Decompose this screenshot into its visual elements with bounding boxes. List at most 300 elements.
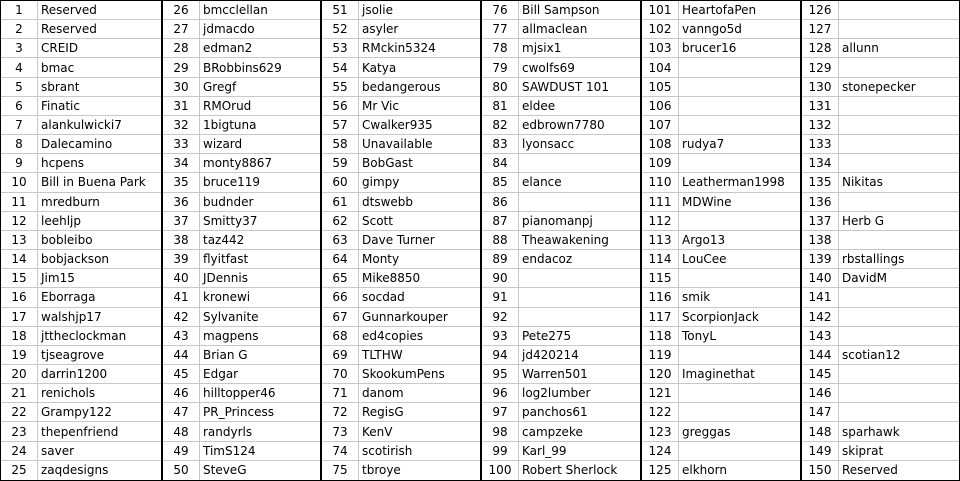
table-row bbox=[482, 403, 640, 422]
slot-number: 65 bbox=[322, 269, 359, 287]
member-name bbox=[519, 154, 640, 172]
slot-number: 19 bbox=[1, 346, 38, 364]
table-row bbox=[482, 288, 640, 307]
slot-number: 3 bbox=[1, 39, 38, 57]
member-name: SteveG bbox=[203, 463, 247, 478]
table-row bbox=[1, 422, 161, 441]
slot-number: 145 bbox=[802, 365, 839, 383]
table-row bbox=[322, 173, 480, 192]
slot-number: 74 bbox=[322, 442, 359, 460]
member-name: MDWine bbox=[682, 194, 732, 209]
slot-number: 85 bbox=[482, 173, 519, 191]
slot-number: 37 bbox=[163, 212, 200, 230]
table-row bbox=[1, 212, 161, 231]
slot-number: 46 bbox=[163, 384, 200, 402]
member-name: monty8867 bbox=[203, 156, 272, 171]
slot-number: 9 bbox=[1, 154, 38, 172]
member-name: danom bbox=[362, 386, 404, 401]
table-row bbox=[642, 173, 800, 192]
table-row bbox=[802, 212, 959, 231]
slot-number: 136 bbox=[802, 193, 839, 211]
slot-number: 137 bbox=[802, 212, 839, 230]
table-row bbox=[482, 78, 640, 97]
slot-number: 33 bbox=[163, 135, 200, 153]
table-row bbox=[802, 346, 959, 365]
slot-number: 111 bbox=[642, 193, 679, 211]
table-row bbox=[1, 20, 161, 39]
slot-number: 52 bbox=[322, 20, 359, 38]
member-name bbox=[679, 116, 800, 134]
table-row bbox=[482, 116, 640, 135]
slot-number: 71 bbox=[322, 384, 359, 402]
table-row bbox=[642, 212, 800, 231]
table-row bbox=[1, 116, 161, 135]
table-row bbox=[1, 154, 161, 173]
table-row bbox=[322, 308, 480, 327]
slot-number: 22 bbox=[1, 403, 38, 421]
table-row bbox=[322, 135, 480, 154]
slot-number: 72 bbox=[322, 403, 359, 421]
slot-number: 134 bbox=[802, 154, 839, 172]
table-row bbox=[642, 442, 800, 461]
table-row bbox=[802, 78, 959, 97]
member-name bbox=[839, 58, 959, 76]
table-row bbox=[163, 212, 320, 231]
member-name: jsolie bbox=[362, 3, 393, 18]
member-name: endacoz bbox=[522, 252, 573, 267]
member-name: SAWDUST 101 bbox=[522, 79, 609, 94]
slot-number: 34 bbox=[163, 154, 200, 172]
table-row bbox=[322, 1, 480, 20]
member-name bbox=[679, 346, 800, 364]
slot-number: 54 bbox=[322, 58, 359, 76]
table-row bbox=[642, 20, 800, 39]
member-name: Imaginethat bbox=[682, 367, 755, 382]
member-name: Mike8850 bbox=[362, 271, 421, 286]
slot-number: 141 bbox=[802, 288, 839, 306]
table-row bbox=[802, 403, 959, 422]
table-row bbox=[322, 97, 480, 116]
slot-number: 116 bbox=[642, 288, 679, 306]
member-name bbox=[839, 154, 959, 172]
member-name: Bill in Buena Park bbox=[41, 175, 146, 190]
table-row bbox=[642, 269, 800, 288]
slot-number: 70 bbox=[322, 365, 359, 383]
slot-number: 31 bbox=[163, 97, 200, 115]
table-row bbox=[802, 308, 959, 327]
slot-number: 150 bbox=[802, 461, 839, 480]
member-name: edbrown7780 bbox=[522, 118, 605, 133]
slot-number: 51 bbox=[322, 1, 359, 19]
member-name bbox=[519, 193, 640, 211]
table-row bbox=[482, 58, 640, 77]
member-name: SkookumPens bbox=[362, 367, 445, 382]
member-name bbox=[839, 327, 959, 345]
member-name bbox=[839, 231, 959, 249]
slot-number: 127 bbox=[802, 20, 839, 38]
member-name: 1bigtuna bbox=[203, 118, 257, 133]
member-name: walshjp17 bbox=[41, 309, 102, 324]
slot-number: 112 bbox=[642, 212, 679, 230]
table-row bbox=[802, 1, 959, 20]
member-name bbox=[679, 78, 800, 96]
table-row bbox=[163, 422, 320, 441]
table-row bbox=[802, 327, 959, 346]
slot-number: 126 bbox=[802, 1, 839, 19]
slot-number: 100 bbox=[482, 461, 519, 480]
member-name: allmaclean bbox=[522, 22, 588, 37]
slot-number: 73 bbox=[322, 422, 359, 440]
table-row bbox=[163, 39, 320, 58]
slot-number: 125 bbox=[642, 461, 679, 480]
table-row bbox=[163, 346, 320, 365]
member-name: socdad bbox=[362, 290, 405, 305]
table-row bbox=[163, 1, 320, 20]
member-name: cwolfs69 bbox=[522, 60, 575, 75]
member-name bbox=[839, 20, 959, 38]
table-row bbox=[802, 288, 959, 307]
slot-number: 60 bbox=[322, 173, 359, 191]
slot-number: 113 bbox=[642, 231, 679, 249]
table-row bbox=[802, 384, 959, 403]
member-name: bruce119 bbox=[203, 175, 261, 190]
table-row bbox=[482, 193, 640, 212]
table-row bbox=[642, 78, 800, 97]
slot-number: 97 bbox=[482, 403, 519, 421]
member-name bbox=[679, 442, 800, 460]
member-name: jttheclockman bbox=[41, 328, 127, 343]
member-name bbox=[679, 154, 800, 172]
slot-number: 140 bbox=[802, 269, 839, 287]
member-name: Bill Sampson bbox=[522, 3, 600, 18]
member-name: TonyL bbox=[682, 328, 717, 343]
member-name: Monty bbox=[362, 252, 400, 267]
table-row bbox=[642, 365, 800, 384]
member-name: Smitty37 bbox=[203, 213, 258, 228]
member-name bbox=[839, 288, 959, 306]
table-row bbox=[163, 97, 320, 116]
table-row bbox=[1, 1, 161, 20]
member-name bbox=[839, 97, 959, 115]
table-row bbox=[482, 346, 640, 365]
table-row bbox=[802, 20, 959, 39]
member-name: Brian G bbox=[203, 347, 248, 362]
member-name: Herb G bbox=[842, 213, 885, 228]
table-row bbox=[163, 173, 320, 192]
member-name: KenV bbox=[362, 424, 393, 439]
table-row bbox=[163, 403, 320, 422]
slot-number: 75 bbox=[322, 461, 359, 480]
member-name: smik bbox=[682, 290, 711, 305]
slot-number: 106 bbox=[642, 97, 679, 115]
slot-number: 79 bbox=[482, 58, 519, 76]
table-row bbox=[642, 97, 800, 116]
table-row bbox=[482, 231, 640, 250]
slot-number: 43 bbox=[163, 327, 200, 345]
table-row bbox=[802, 193, 959, 212]
member-name: Finatic bbox=[41, 98, 80, 113]
member-name: scotirish bbox=[362, 443, 413, 458]
member-name: CREID bbox=[41, 41, 79, 56]
member-name: flyitfast bbox=[203, 252, 249, 267]
member-name: Reserved bbox=[842, 463, 898, 478]
member-name: magpens bbox=[203, 328, 259, 343]
slot-number: 101 bbox=[642, 1, 679, 19]
slot-number: 92 bbox=[482, 308, 519, 326]
table-row bbox=[163, 288, 320, 307]
table-row bbox=[1, 308, 161, 327]
slot-number: 81 bbox=[482, 97, 519, 115]
member-name bbox=[839, 1, 959, 19]
table-row bbox=[1, 250, 161, 269]
slot-number: 77 bbox=[482, 20, 519, 38]
table-row bbox=[322, 154, 480, 173]
table-row bbox=[163, 250, 320, 269]
member-name: Unavailable bbox=[362, 137, 433, 152]
slot-number: 4 bbox=[1, 58, 38, 76]
member-name: hilltopper46 bbox=[203, 386, 276, 401]
table-row bbox=[802, 422, 959, 441]
table-row bbox=[1, 288, 161, 307]
slot-number: 107 bbox=[642, 116, 679, 134]
slot-number: 48 bbox=[163, 422, 200, 440]
slot-number: 7 bbox=[1, 116, 38, 134]
slot-number: 41 bbox=[163, 288, 200, 306]
slot-number: 44 bbox=[163, 346, 200, 364]
slot-number: 5 bbox=[1, 78, 38, 96]
member-name: panchos61 bbox=[522, 405, 588, 420]
member-name: Scott bbox=[362, 213, 393, 228]
table-row bbox=[1, 135, 161, 154]
table-row bbox=[642, 250, 800, 269]
slot-number: 133 bbox=[802, 135, 839, 153]
member-name: PR_Princess bbox=[203, 405, 274, 420]
slot-number: 121 bbox=[642, 384, 679, 402]
slot-number: 58 bbox=[322, 135, 359, 153]
member-name: LouCee bbox=[682, 252, 727, 267]
table-row bbox=[482, 250, 640, 269]
table-row bbox=[322, 327, 480, 346]
member-name: scotian12 bbox=[842, 347, 901, 362]
member-name: TLTHW bbox=[362, 347, 403, 362]
slot-number: 28 bbox=[163, 39, 200, 57]
member-name: Dave Turner bbox=[362, 232, 435, 247]
table-row bbox=[802, 58, 959, 77]
table-row bbox=[1, 269, 161, 288]
slot-number: 66 bbox=[322, 288, 359, 306]
slot-number: 105 bbox=[642, 78, 679, 96]
member-name: edman2 bbox=[203, 41, 253, 56]
member-name: pianomanpj bbox=[522, 213, 593, 228]
slot-number: 118 bbox=[642, 327, 679, 345]
member-name: Gregf bbox=[203, 79, 237, 94]
table-row bbox=[1, 58, 161, 77]
slot-number: 14 bbox=[1, 250, 38, 268]
table-row bbox=[642, 327, 800, 346]
slot-number: 99 bbox=[482, 442, 519, 460]
member-name: Edgar bbox=[203, 367, 239, 382]
slot-number: 12 bbox=[1, 212, 38, 230]
member-name: BobGast bbox=[362, 156, 413, 171]
table-row bbox=[802, 39, 959, 58]
slot-number: 130 bbox=[802, 78, 839, 96]
member-name: HeartofaPen bbox=[682, 3, 757, 18]
table-row bbox=[322, 116, 480, 135]
slot-number: 80 bbox=[482, 78, 519, 96]
slot-number: 124 bbox=[642, 442, 679, 460]
slot-number: 96 bbox=[482, 384, 519, 402]
table-row bbox=[322, 403, 480, 422]
member-name: rbstallings bbox=[842, 252, 905, 267]
table-row bbox=[322, 250, 480, 269]
slot-number: 135 bbox=[802, 173, 839, 191]
slot-number: 128 bbox=[802, 39, 839, 57]
table-row bbox=[163, 135, 320, 154]
table-row bbox=[482, 154, 640, 173]
slot-number: 114 bbox=[642, 250, 679, 268]
table-row bbox=[163, 193, 320, 212]
slot-number: 122 bbox=[642, 403, 679, 421]
table-row bbox=[163, 154, 320, 173]
table-row bbox=[642, 231, 800, 250]
member-name: skiprat bbox=[842, 443, 884, 458]
slot-number: 6 bbox=[1, 97, 38, 115]
table-row bbox=[482, 365, 640, 384]
slot-number: 29 bbox=[163, 58, 200, 76]
table-row bbox=[163, 58, 320, 77]
member-name bbox=[679, 269, 800, 287]
slot-number: 98 bbox=[482, 422, 519, 440]
slot-number: 26 bbox=[163, 1, 200, 19]
slot-number: 148 bbox=[802, 422, 839, 440]
slot-number: 59 bbox=[322, 154, 359, 172]
member-name bbox=[519, 269, 640, 287]
table-row bbox=[1, 78, 161, 97]
member-name: renichols bbox=[41, 386, 96, 401]
table-row bbox=[322, 346, 480, 365]
slot-number: 139 bbox=[802, 250, 839, 268]
member-name: RegisG bbox=[362, 405, 404, 420]
slot-number: 10 bbox=[1, 173, 38, 191]
slot-number: 138 bbox=[802, 231, 839, 249]
slot-number: 1 bbox=[1, 1, 38, 19]
slot-number: 87 bbox=[482, 212, 519, 230]
member-name: TimS124 bbox=[203, 443, 256, 458]
table-row bbox=[482, 212, 640, 231]
member-name: taz442 bbox=[203, 232, 245, 247]
slot-number: 18 bbox=[1, 327, 38, 345]
table-row bbox=[322, 231, 480, 250]
member-name bbox=[839, 135, 959, 153]
table-row bbox=[322, 461, 480, 480]
slot-number: 83 bbox=[482, 135, 519, 153]
member-name: Robert Sherlock bbox=[522, 463, 618, 478]
table-row bbox=[163, 231, 320, 250]
member-name: dtswebb bbox=[362, 194, 414, 209]
table-row bbox=[163, 116, 320, 135]
slot-number: 91 bbox=[482, 288, 519, 306]
table-row bbox=[322, 422, 480, 441]
table-row bbox=[482, 422, 640, 441]
member-name: Dalecamino bbox=[41, 137, 113, 152]
member-name bbox=[679, 403, 800, 421]
slot-number: 15 bbox=[1, 269, 38, 287]
slot-number: 146 bbox=[802, 384, 839, 402]
table-row bbox=[163, 78, 320, 97]
member-name: Reserved bbox=[41, 22, 97, 37]
table-row bbox=[642, 154, 800, 173]
member-name: bobjackson bbox=[41, 252, 110, 267]
table-row bbox=[482, 327, 640, 346]
table-row bbox=[1, 173, 161, 192]
slot-number: 11 bbox=[1, 193, 38, 211]
slot-number: 123 bbox=[642, 422, 679, 440]
member-name: Sylvanite bbox=[203, 309, 259, 324]
slot-number: 20 bbox=[1, 365, 38, 383]
member-name bbox=[839, 308, 959, 326]
table-row bbox=[642, 58, 800, 77]
slot-number: 40 bbox=[163, 269, 200, 287]
member-name bbox=[839, 365, 959, 383]
member-name: jd420214 bbox=[522, 347, 579, 362]
slot-number: 108 bbox=[642, 135, 679, 153]
table-row bbox=[1, 231, 161, 250]
table-row bbox=[1, 97, 161, 116]
table-row bbox=[802, 135, 959, 154]
slot-number: 39 bbox=[163, 250, 200, 268]
member-name: elkhorn bbox=[682, 463, 727, 478]
member-name bbox=[839, 193, 959, 211]
member-name: jdmacdo bbox=[203, 22, 255, 37]
member-name: zaqdesigns bbox=[41, 463, 109, 478]
column-block-4 bbox=[480, 1, 640, 480]
slot-number: 16 bbox=[1, 288, 38, 306]
slot-number: 76 bbox=[482, 1, 519, 19]
slot-number: 36 bbox=[163, 193, 200, 211]
slot-number: 94 bbox=[482, 346, 519, 364]
slot-number: 64 bbox=[322, 250, 359, 268]
table-row bbox=[1, 365, 161, 384]
member-name: Reserved bbox=[41, 3, 97, 18]
slot-number: 38 bbox=[163, 231, 200, 249]
member-name bbox=[519, 308, 640, 326]
table-row bbox=[642, 39, 800, 58]
table-row bbox=[802, 154, 959, 173]
member-name: wizard bbox=[203, 137, 243, 152]
slot-number: 17 bbox=[1, 308, 38, 326]
slot-number: 62 bbox=[322, 212, 359, 230]
member-name: bmac bbox=[41, 60, 75, 75]
table-row bbox=[482, 442, 640, 461]
slot-number: 131 bbox=[802, 97, 839, 115]
table-row bbox=[482, 384, 640, 403]
member-name: Warren501 bbox=[522, 367, 588, 382]
member-name: asyler bbox=[362, 22, 399, 37]
slot-number: 102 bbox=[642, 20, 679, 38]
member-name: randyrls bbox=[203, 424, 253, 439]
slot-number: 8 bbox=[1, 135, 38, 153]
column-block-5 bbox=[640, 1, 800, 480]
slot-number: 147 bbox=[802, 403, 839, 421]
slot-number: 84 bbox=[482, 154, 519, 172]
table-row bbox=[482, 135, 640, 154]
member-name bbox=[679, 212, 800, 230]
table-row bbox=[482, 461, 640, 480]
member-name: sbrant bbox=[41, 79, 80, 94]
member-name: brucer16 bbox=[682, 41, 737, 56]
slot-number: 47 bbox=[163, 403, 200, 421]
member-name: Grampy122 bbox=[41, 405, 112, 420]
